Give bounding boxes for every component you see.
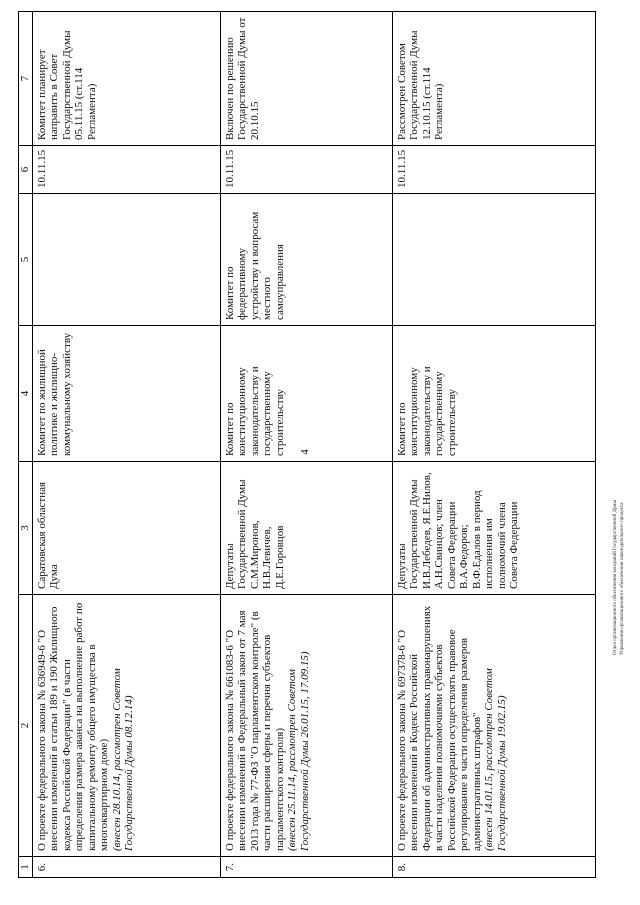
bill-note: (внесен 25.11.14, рассмотрен Советом Государственной Думы 26.01.15, 17.09.15)	[286, 651, 311, 851]
header-col-1: 1	[19, 857, 33, 878]
header-col-6: 6	[19, 146, 33, 194]
bill-title: О проекте федерального закона № 697378-6 "О внесении изменений в Кодекс Российской Федерации об административных правонарушениях в части наделения полномочиями субъектов Российской Федерации осуществлять правовое регулирование в части определения размеров административных штрафов"	[395, 605, 483, 851]
footer	[612, 335, 632, 655]
bill-cell	[220, 595, 392, 857]
co-committee-cell	[32, 194, 220, 326]
footer-line-2: Управления организационного обеспечения законодательного процесса	[620, 502, 625, 655]
date-cell: 10.11.15	[220, 146, 392, 194]
bill-note: (внесен 14.01.15, рассмотрен Советом Государственной Думы 19.02.15)	[483, 668, 508, 851]
co-committee-cell: Комитет по федеративному устройству и вопросам местного самоуправления	[220, 194, 392, 326]
bills-table-container	[18, 12, 596, 878]
header-col-2: 2	[19, 595, 33, 857]
author-cell: Саратовская областная Дума	[32, 462, 220, 595]
co-committee-cell	[392, 194, 596, 326]
date-cell: 10.11.15	[392, 146, 596, 194]
status-cell: Комитет планирует направить в Совет Государственной Думы 05.11.15 (ст.114 Регламента)	[32, 12, 220, 146]
header-col-7: 7	[19, 12, 33, 146]
page-number: 4	[298, 449, 311, 455]
bill-cell	[32, 595, 220, 857]
table-row	[220, 12, 392, 878]
author-cell: Депутаты Государственной Думы И.В.Лебедев, Я.Е.Нилов, А.Н.Свинцов; член Совета Федерации В.А.Федоров; В.Ф.Едалов в период исполнения им полномочий члена Совета Федерации	[392, 462, 596, 595]
header-col-4: 4	[19, 326, 33, 462]
row-number: 8.	[392, 857, 596, 878]
date-cell: 10.11.15	[32, 146, 220, 194]
bills-table	[18, 11, 596, 878]
footer-line-1: Отдел организационного обеспечения заседаний Государственной Думы	[613, 500, 618, 655]
committee-cell: Комитет по жилищной политике и жилищно-коммунальному хозяйству	[32, 326, 220, 462]
bill-title: О проекте федерального закона № 661083-6 "О внесении изменений в Федеральный закон от 7 мая 2013 года № 77-ФЗ "О парламентском контроле" (в части расширения сферы и перечня субъектов парламентского контроля)	[223, 610, 286, 851]
committee-cell: Комитет по конституционному законодательству и государственному строительству	[392, 326, 596, 462]
header-col-5: 5	[19, 194, 33, 326]
row-number: 7.	[220, 857, 392, 878]
author-cell: Депутаты Государственной Думы С.М.Миронов, Н.В.Левичев, Д.Е.Горовцов	[220, 462, 392, 595]
table-row	[392, 12, 596, 878]
committee-cell: Комитет по конституционному законодательству и государственному строительству	[220, 326, 392, 462]
header-row	[19, 12, 33, 878]
bill-title: О проекте федерального закона № 636949-6 "О внесении изменений в статьи 189 и 190 Жилищного кодекса Российской Федерации" (в части определения размера аванса на выполнение работ по капитальному ремонту общего имущества в многоквартирном доме)	[35, 602, 110, 851]
bill-cell	[392, 595, 596, 857]
header-col-3: 3	[19, 462, 33, 595]
status-cell: Рассмотрен Советом Государственной Думы 12.10.15 (ст.114 Регламента)	[392, 12, 596, 146]
bill-note: (внесен 28.10.14, рассмотрен Советом Государственной Думы 08.12.14)	[110, 668, 135, 851]
row-number: 6.	[32, 857, 220, 878]
status-cell: Включен по решению Государственной Думы от 20.10.15	[220, 12, 392, 146]
table-row	[32, 12, 220, 878]
